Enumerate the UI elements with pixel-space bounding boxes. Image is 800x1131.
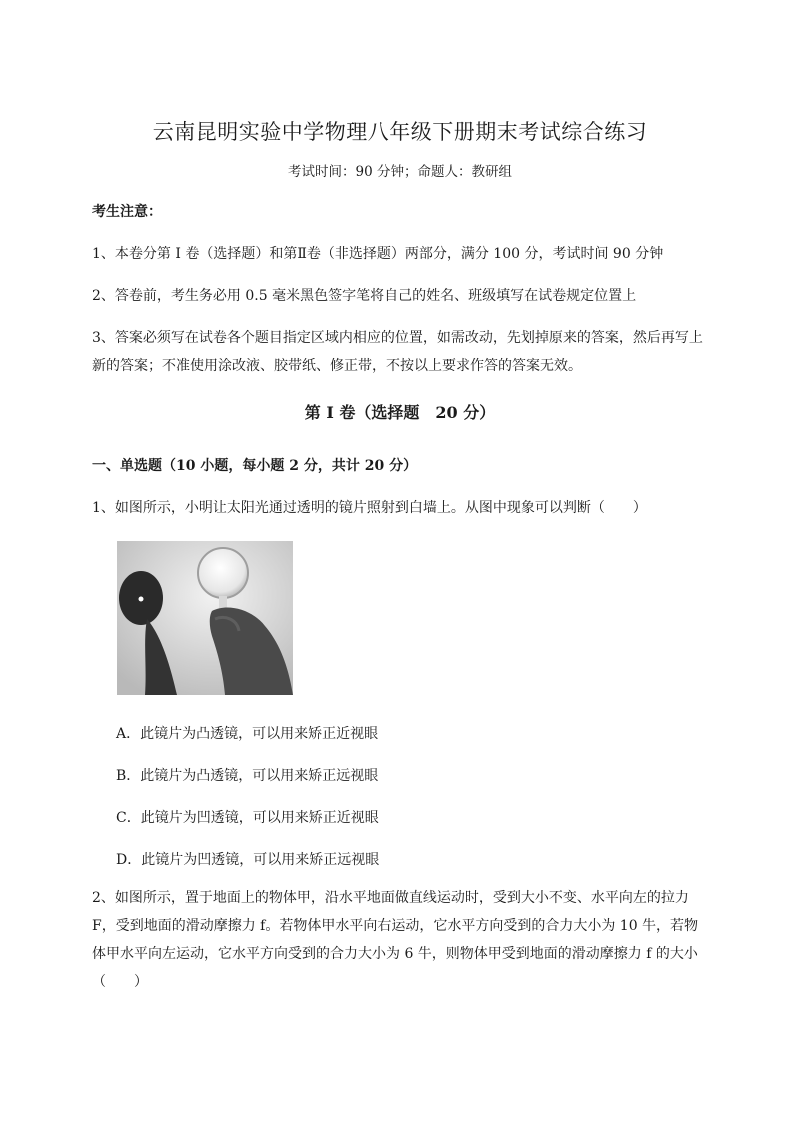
notice-heading: 考生注意： xyxy=(92,204,162,220)
part-heading: 一、单选题（10 小题，每小题 2 分，共计 20 分） xyxy=(92,458,418,474)
lens-photo xyxy=(117,541,293,695)
exam-title: 云南昆明实验中学物理八年级下册期末考试综合练习 xyxy=(152,120,648,144)
question-1-option-a: A．此镜片为凸透镜，可以用来矫正近视眼 xyxy=(116,726,379,742)
section-title: 第 I 卷（选择题 20 分） xyxy=(304,403,496,422)
question-2-stem: 2、如图所示，置于地面上的物体甲，沿水平地面做直线运动时，受到大小不变、水平向左的拉力 F，受到地面的滑动摩擦力 f。若物体甲水平向右运动，它水平方向受到的合力大小为 10 牛，若物体甲水平向左运动，它水平方向受到的合力大小为 6 牛，则物体甲受到地面的滑动摩擦力 f 的大小（ ） xyxy=(92,890,699,990)
question-1-option-b: B．此镜片为凸透镜，可以用来矫正远视眼 xyxy=(116,768,379,784)
question-1-stem: 1、如图所示，小明让太阳光通过透明的镜片照射到白墙上。从图中现象可以判断（ ） xyxy=(92,500,647,516)
notice-item-3: 3、答案必须写在试卷各个题目指定区域内相应的位置，如需改动，先划掉原来的答案，然后再写上新的答案；不准使用涂改液、胶带纸、修正带，不按以上要求作答的答案无效。 xyxy=(92,330,703,374)
question-1-option-d: D．此镜片为凹透镜，可以用来矫正远视眼 xyxy=(116,852,380,868)
exam-subtitle: 考试时间：90 分钟；命题人：教研组 xyxy=(288,164,512,180)
notice-item-1: 1、本卷分第 I 卷（选择题）和第Ⅱ卷（非选择题）两部分，满分 100 分，考试时间 90 分钟 xyxy=(92,246,664,262)
question-1-option-c: C．此镜片为凹透镜，可以用来矫正近视眼 xyxy=(116,810,379,826)
notice-item-2: 2、答卷前，考生务必用 0.5 毫米黑色签字笔将自己的姓名、班级填写在试卷规定位置上 xyxy=(92,288,637,304)
